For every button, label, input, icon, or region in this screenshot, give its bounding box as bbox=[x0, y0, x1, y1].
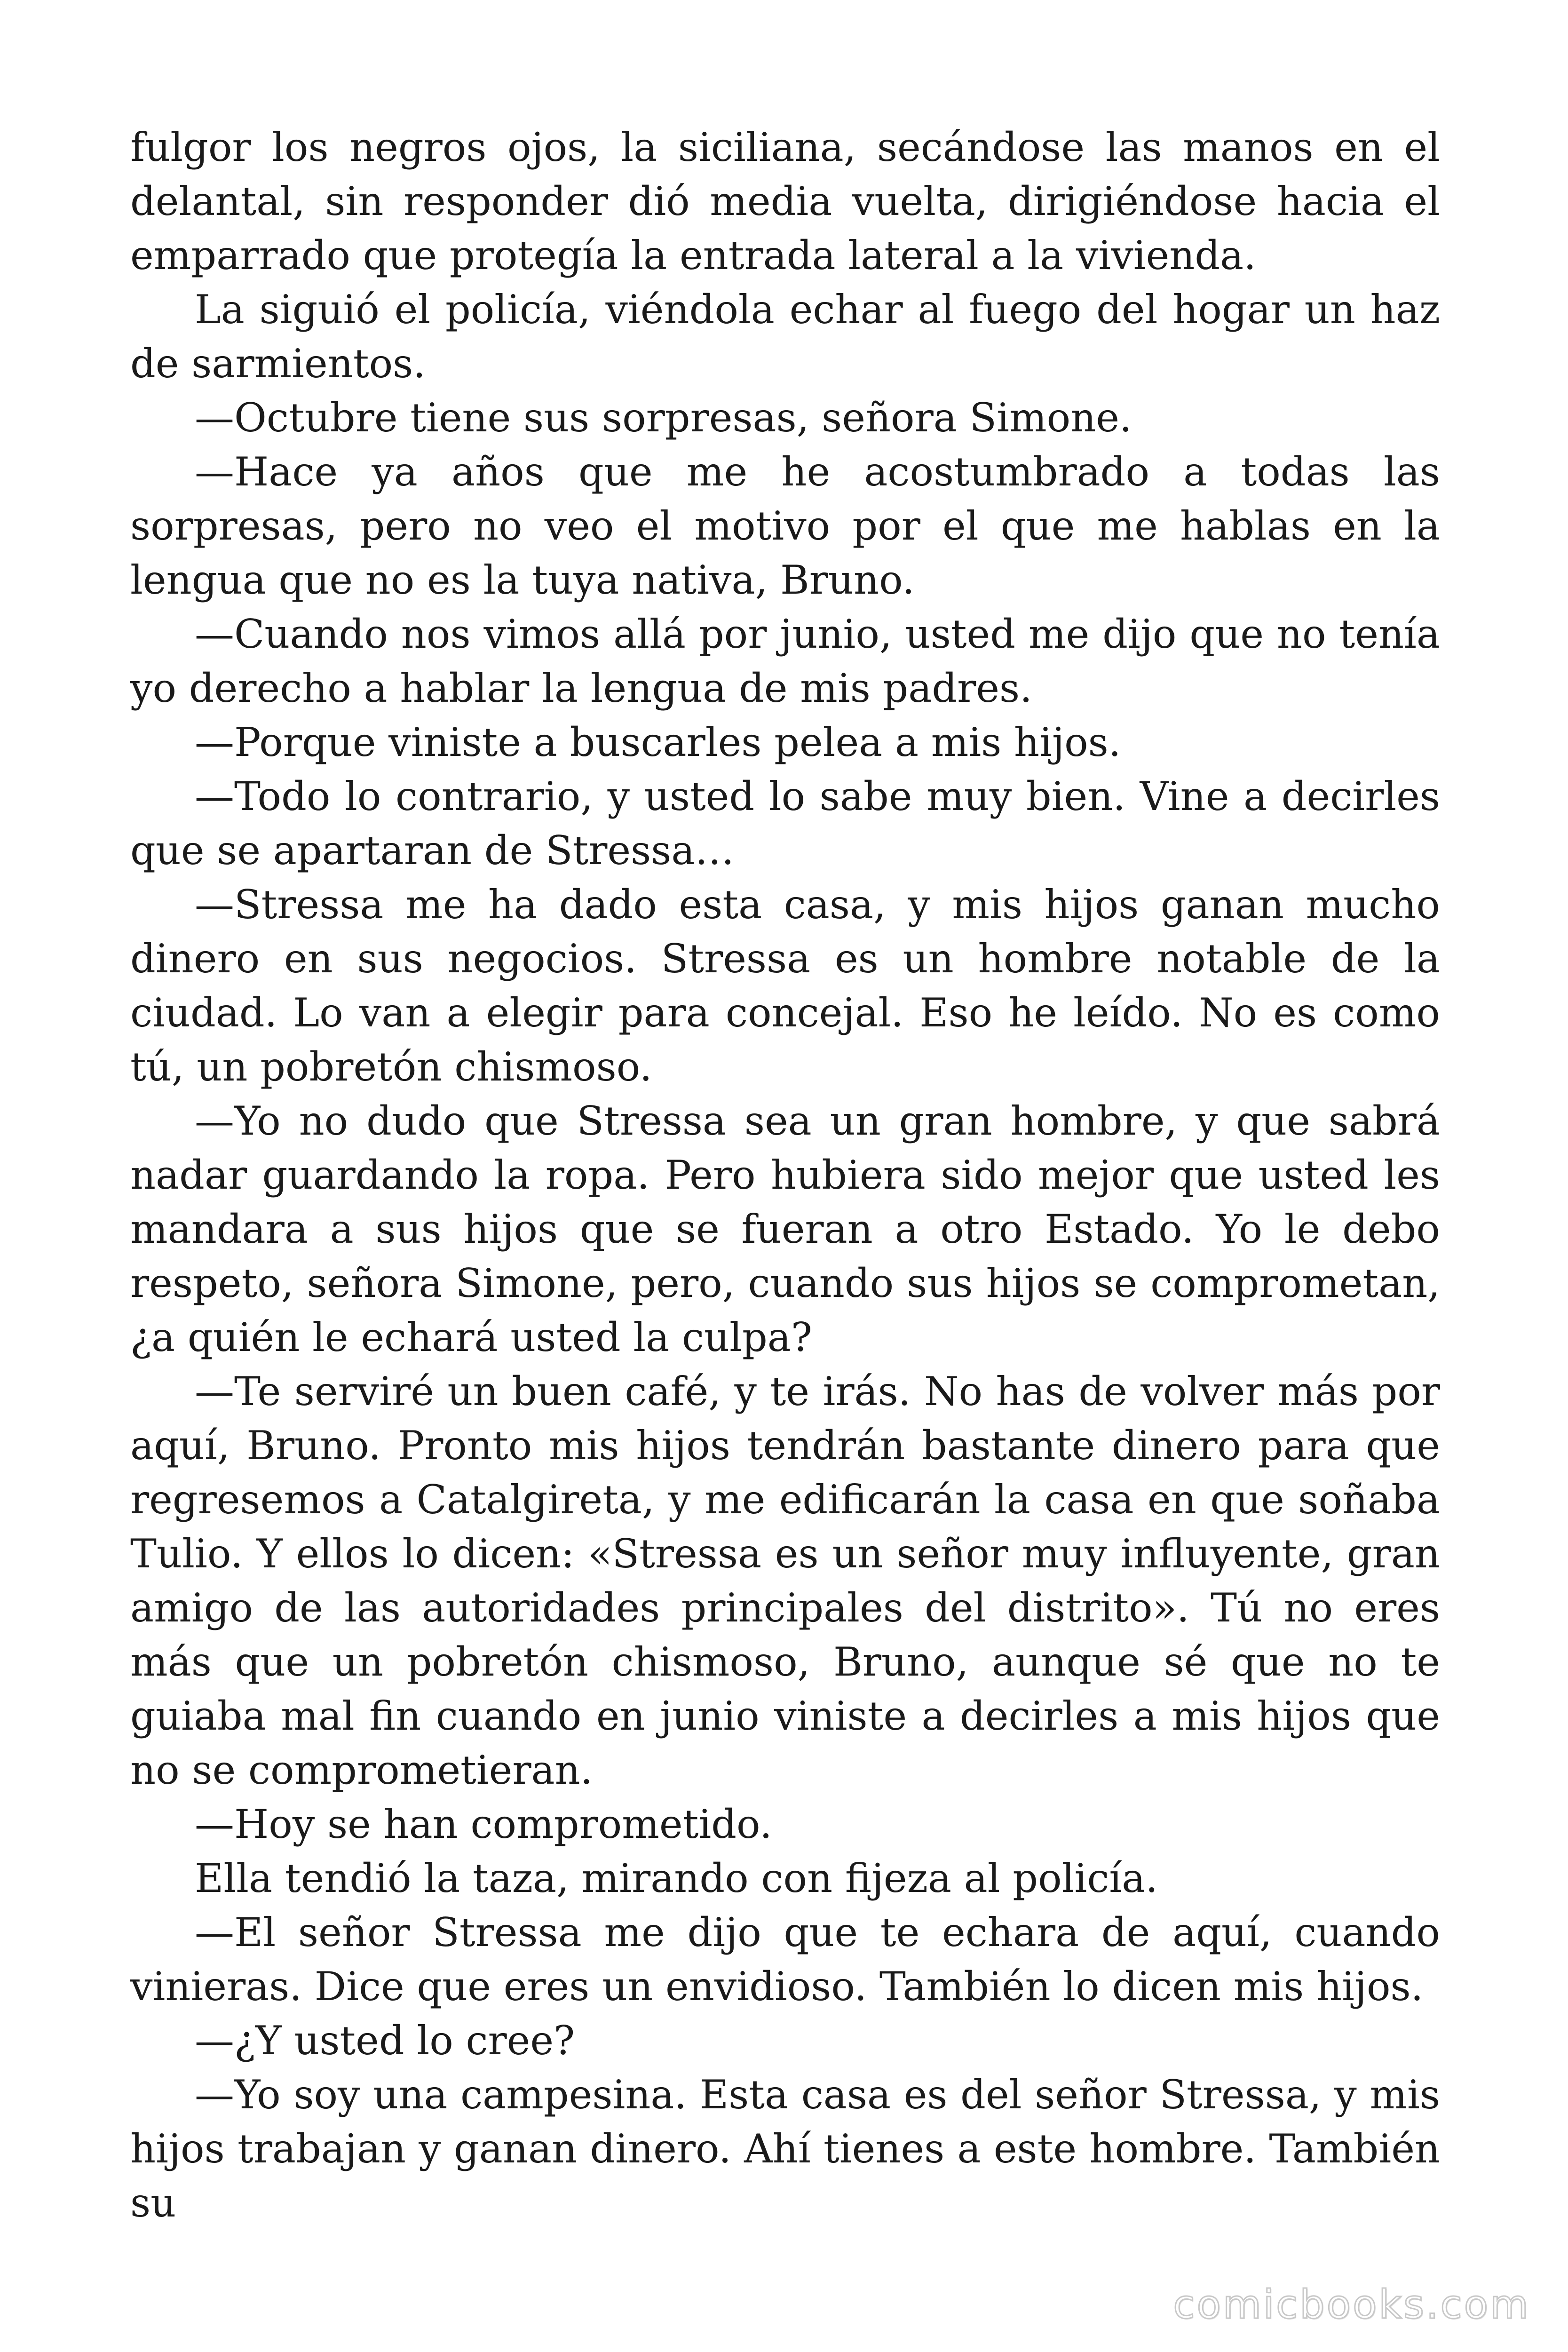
page-text bbox=[130, 120, 1440, 2230]
paragraph: —Yo soy una campesina. Esta casa es del señor Stressa, y mis hijos trabajan y ganan dinero. Ahí tienes a este hombre. También su bbox=[130, 2072, 1440, 2226]
paragraph: —Hace ya años que me he acostumbrado a todas las sorpresas, pero no veo el motivo por el que me hablas en la lengua que no es la tuya nativa, Bruno. bbox=[130, 449, 1440, 603]
paragraph: —Yo no dudo que Stressa sea un gran hombre, y que sabrá nadar guardando la ropa. Pero hubiera sido mejor que usted les mandara a sus hijos que se fueran a otro Estado. Yo le debo respeto, señora Simone, pero, cuando sus hijos se comprometan, ¿a quién le echará usted la culpa? bbox=[130, 1098, 1440, 1360]
paragraph: fulgor los negros ojos, la siciliana, secándose las manos en el delantal, sin responder dió media vuelta, dirigiéndose hacia el emparrado que protegía la entrada lateral a la vivienda. bbox=[130, 124, 1440, 278]
paragraph: —Cuando nos vimos allá por junio, usted me dijo que no tenía yo derecho a hablar la lengua de mis padres. bbox=[130, 611, 1440, 711]
paragraph: —Porque viniste a buscarles pelea a mis hijos. bbox=[195, 719, 1121, 765]
paragraph: —Stressa me ha dado esta casa, y mis hijos ganan mucho dinero en sus negocios. Stressa es un hombre notable de la ciudad. Lo van a elegir para concejal. Eso he leído. No es como tú, un pobretón chismoso. bbox=[130, 882, 1440, 1090]
paragraph: —Hoy se han comprometido. bbox=[195, 1801, 772, 1847]
paragraph: —Octubre tiene sus sorpresas, señora Simone. bbox=[195, 395, 1132, 441]
paragraph: Ella tendió la taza, mirando con fijeza al policía. bbox=[195, 1855, 1158, 1901]
watermark: comicbooks.com bbox=[1173, 2281, 1530, 2328]
paragraph: —El señor Stressa me dijo que te echara de aquí, cuando vinieras. Dice que eres un envidioso. También lo dicen mis hijos. bbox=[130, 1909, 1440, 2010]
paragraph: —Todo lo contrario, y usted lo sabe muy bien. Vine a decirles que se apartaran de Stressa… bbox=[130, 773, 1440, 874]
paragraph: —Te serviré un buen café, y te irás. No has de volver más por aquí, Bruno. Pronto mis hijos tendrán bastante dinero para que regresemos a Catalgireta, y me edificarán la casa en que soñaba Tulio. Y ellos lo dicen: «Stressa es un señor muy influyente, gran amigo de las autoridades principales del distrito». Tú no eres más que un pobretón chismoso, Bruno, aunque sé que no te guiaba mal fin cuando en junio viniste a decirles a mis hijos que no se comprometieran. bbox=[130, 1368, 1440, 1793]
paragraph: La siguió el policía, viéndola echar al fuego del hogar un haz de sarmientos. bbox=[130, 286, 1440, 387]
paragraph: —¿Y usted lo cree? bbox=[195, 2018, 575, 2064]
